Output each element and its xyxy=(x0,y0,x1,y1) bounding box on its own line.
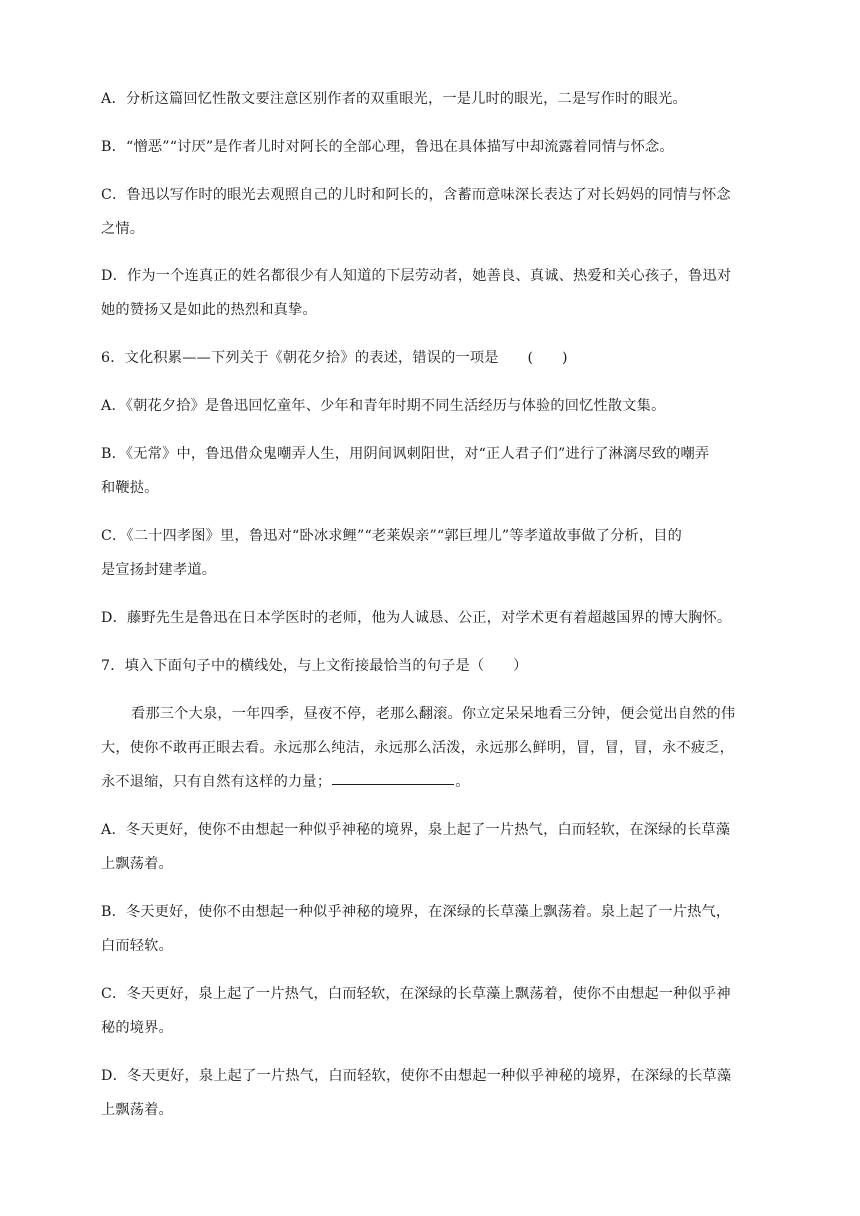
q6-option-b-line2: 和鞭挞。 xyxy=(101,480,159,496)
q6-option-c-line1: C．《二十四孝图》里，鲁迅对“卧冰求鲤”“老莱娱亲”“郭巨埋儿”等孝道故事做了分析，目的 xyxy=(101,528,683,544)
q6-option-b-line1: B．《无常》中，鲁迅借众鬼嘲弄人生，用阴间讽刺阳世，对“正人君子们”进行了淋漓尽致的嘲弄 xyxy=(101,446,710,462)
q7-passage-line3-text: 永不退缩，只有自然有这样的力量； xyxy=(101,774,332,790)
q6-option-d: D．藤野先生是鲁迅在日本学医时的老师，他为人诚恳、公正，对学术更有着超越国界的博大胸怀。 xyxy=(101,610,732,626)
q7-passage-line3-end: 。 xyxy=(455,774,470,790)
q6-stem: 6．文化积累——下列关于《朝花夕拾》的表述，错误的一项是 ( ) xyxy=(101,350,568,366)
q7-option-a-line1: A．冬天更好，使你不由想起一种似乎神秘的境界，泉上起了一片热气，白而轻软，在深绿的长草藻 xyxy=(101,822,731,838)
q7-option-b-line1: B．冬天更好，使你不由想起一种似乎神秘的境界，在深绿的长草藻上飘荡着。泉上起了一片热气， xyxy=(101,904,731,920)
q7-option-b-line2: 白而轻软。 xyxy=(101,938,173,954)
q7-passage-line3 xyxy=(101,771,766,793)
q5-option-a: A．分析这篇回忆性散文要注意区别作者的双重眼光，一是儿时的眼光，二是写作时的眼光。 xyxy=(101,91,687,107)
q7-option-d-line1: D．冬天更好，泉上起了一片热气，白而轻软，使你不由想起一种似乎神秘的境界，在深绿的长草藻 xyxy=(101,1068,732,1084)
q5-option-c-line1: C．鲁迅以写作时的眼光去观照自己的儿时和阿长的，含蓄而意味深长表达了对长妈妈的同情与怀念 xyxy=(101,187,731,203)
q7-option-c-line1: C．冬天更好，泉上起了一片热气，白而轻软，在深绿的长草藻上飘荡着，使你不由想起一种似乎神 xyxy=(101,986,731,1002)
q7-passage-line1: 看那三个大泉，一年四季，昼夜不停，老那么翻滚。你立定呆呆地看三分钟，便会觉出自然的伟 xyxy=(131,706,736,722)
q5-option-d-line1: D．作为一个连真正的姓名都很少有人知道的下层劳动者，她善良、真诚、热爱和关心孩子，鲁迅对 xyxy=(101,268,732,284)
q5-option-d-line2: 她的赞扬又是如此的热烈和真挚。 xyxy=(101,302,317,318)
q7-option-a-line2: 上飘荡着。 xyxy=(101,856,173,872)
q5-option-b: B．“憎恶”“讨厌”是作者儿时对阿长的全部心理，鲁迅在具体描写中却流露着同情与怀念。 xyxy=(101,139,674,155)
q6-option-a: A．《朝花夕拾》是鲁迅回忆童年、少年和青年时期不同生活经历与体验的回忆性散文集。 xyxy=(101,398,666,414)
q7-stem: 7．填入下面句子中的横线处，与上文衔接最恰当的句子是（ ） xyxy=(101,658,528,674)
q7-option-d-line2: 上飘荡着。 xyxy=(101,1102,173,1118)
q5-option-c-line2: 之情。 xyxy=(101,221,145,237)
q6-option-c-line2: 是宣扬封建孝道。 xyxy=(101,562,217,578)
answer-blank xyxy=(332,783,454,785)
q7-passage-line2: 大，使你不敢再正眼去看。永远那么纯洁，永远那么活泼，永远那么鲜明，冒，冒，冒，永不疲乏， xyxy=(101,740,735,756)
q7-option-c-line2: 秘的境界。 xyxy=(101,1020,173,1036)
